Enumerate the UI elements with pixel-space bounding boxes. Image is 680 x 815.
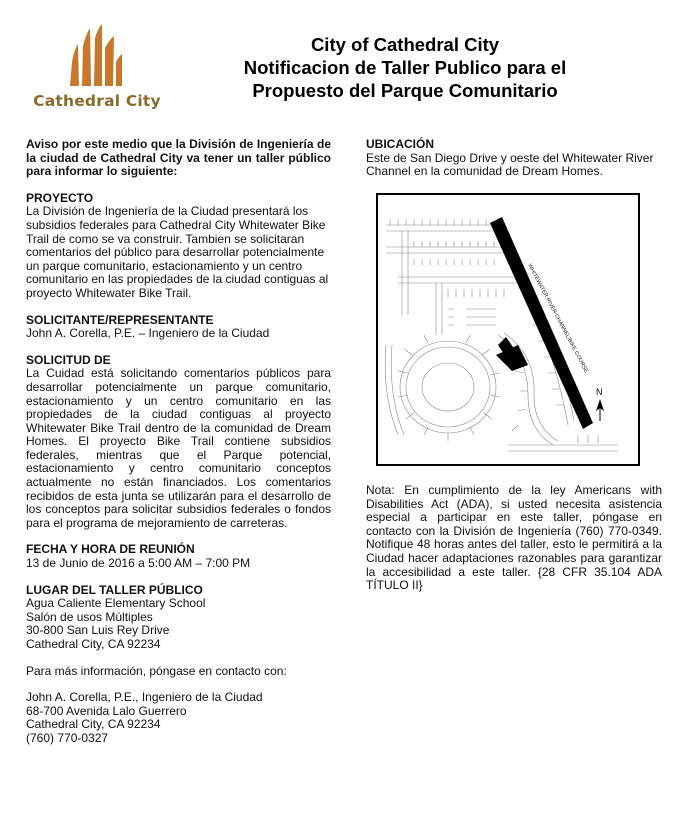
solicitud-heading: SOLICITUD DE: [26, 352, 111, 367]
map-drawing: [378, 195, 638, 464]
lugar-heading: LUGAR DEL TALLER PÚBLICO: [26, 582, 203, 597]
location-map: [376, 193, 640, 466]
fecha-heading: FECHA Y HORA DE REUNIÓN: [26, 542, 195, 557]
ada-note: Nota: En cumplimiento de la ley Americans with Disabilities Act (ADA), si usted necesita asistencia especial a participar en este taller, póngase en contacto con la División de Ingeniería (760) 770-0349. Notifique 48 horas antes del taller, esto le permitirá a la Ciudad hacer adaptaciones razonables para garantizar la accesibilidad a este taller. {28 CFR 35.104 ADA TÍTULO II}: [366, 483, 662, 593]
title-line-2: Notificacion de Taller Publico para el: [243, 57, 567, 78]
contacto-intro: Para más información, póngase en contacto con:: [26, 663, 287, 678]
title-line-1: City of Cathedral City: [310, 34, 500, 55]
logo-text: Cathedral City: [33, 92, 161, 110]
fecha-body: 13 de Junio de 2016 a 5:00 AM – 7:00 PM: [26, 556, 251, 571]
solicitud-body: La Cuidad está solicitando comentarios públicos para desarrollar potencialmente un parque comunitario, estacionamiento y un centro comunitario en las propiedades de la ciudad contiguas al proyecto Whitewater Bike Trail dentro de la comunidad de Dream Homes. El proyecto Bike Trail contiene subsidios federales, mientras que el Parque potencial, estacionamiento y centro comunitario conceptos actualmente no están financiados. Los comentarios recibidos de esta junta se utilizarán para el desarrollo de los conceptos para solicitar subsidios federales o fondos para el programa de mejoramiento de carreteras.: [26, 366, 331, 530]
contacto-line: John A. Corella, P.E., Ingeniero de la Ciudad: [26, 690, 263, 705]
contacto-line: (760) 770-0327: [26, 730, 109, 745]
intro-text: Aviso por este medio que la División de Ingeniería de la ciudad de Cathedral City va tener un taller público para informar lo siguiente:: [26, 137, 331, 179]
left-column: [26, 138, 331, 746]
proyecto-body: La División de Ingeniería de la Ciudad presentará los subsidios federales para Cathedral City Whitewater Bike Trail de como se va construir. Tambien se solicitaran comentarios del público para desarrollar potencialmente un parque comunitario, estacionamiento y un centro comunitario en las propiedades de la ciudad contiguas al proyecto Whitewater Bike Trail.: [26, 204, 329, 300]
solicitante-heading: SOLICITANTE/REPRESENTANTE: [26, 312, 214, 327]
ubicacion-heading: UBICACIÓN: [366, 137, 434, 151]
map-north-label: N: [596, 387, 603, 397]
page-title: [200, 33, 610, 102]
solicitante-body: John A. Corella, P.E. – Ingeniero de la Ciudad: [26, 326, 270, 341]
lugar-line: Agua Caliente Elementary School: [26, 596, 206, 611]
contacto-line: Cathedral City, CA 92234: [26, 717, 161, 732]
title-line-3: Propuesto del Parque Comunitario: [252, 80, 558, 101]
map-channel-label: WHITEWATER RIVER CHANNEL/BIKE COURSE: [526, 263, 589, 374]
lugar-line: Salón de usos Múltiples: [26, 609, 153, 624]
north-arrow-icon: [596, 387, 604, 421]
contacto-line: 68-700 Avenida Lalo Guerrero: [26, 703, 187, 718]
proyecto-heading: PROYECTO: [26, 190, 94, 205]
ubicacion-body: Este de San Diego Drive y oeste del Whitewater River Channel en la comunidad de Dream Homes.: [366, 150, 654, 179]
cathedral-city-logo: [32, 22, 162, 117]
right-column: [366, 138, 658, 179]
lugar-line: 30-800 San Luis Rey Drive: [26, 623, 170, 638]
cathedral-spires-icon: [32, 22, 162, 92]
lugar-line: Cathedral City, CA 92234: [26, 637, 161, 651]
